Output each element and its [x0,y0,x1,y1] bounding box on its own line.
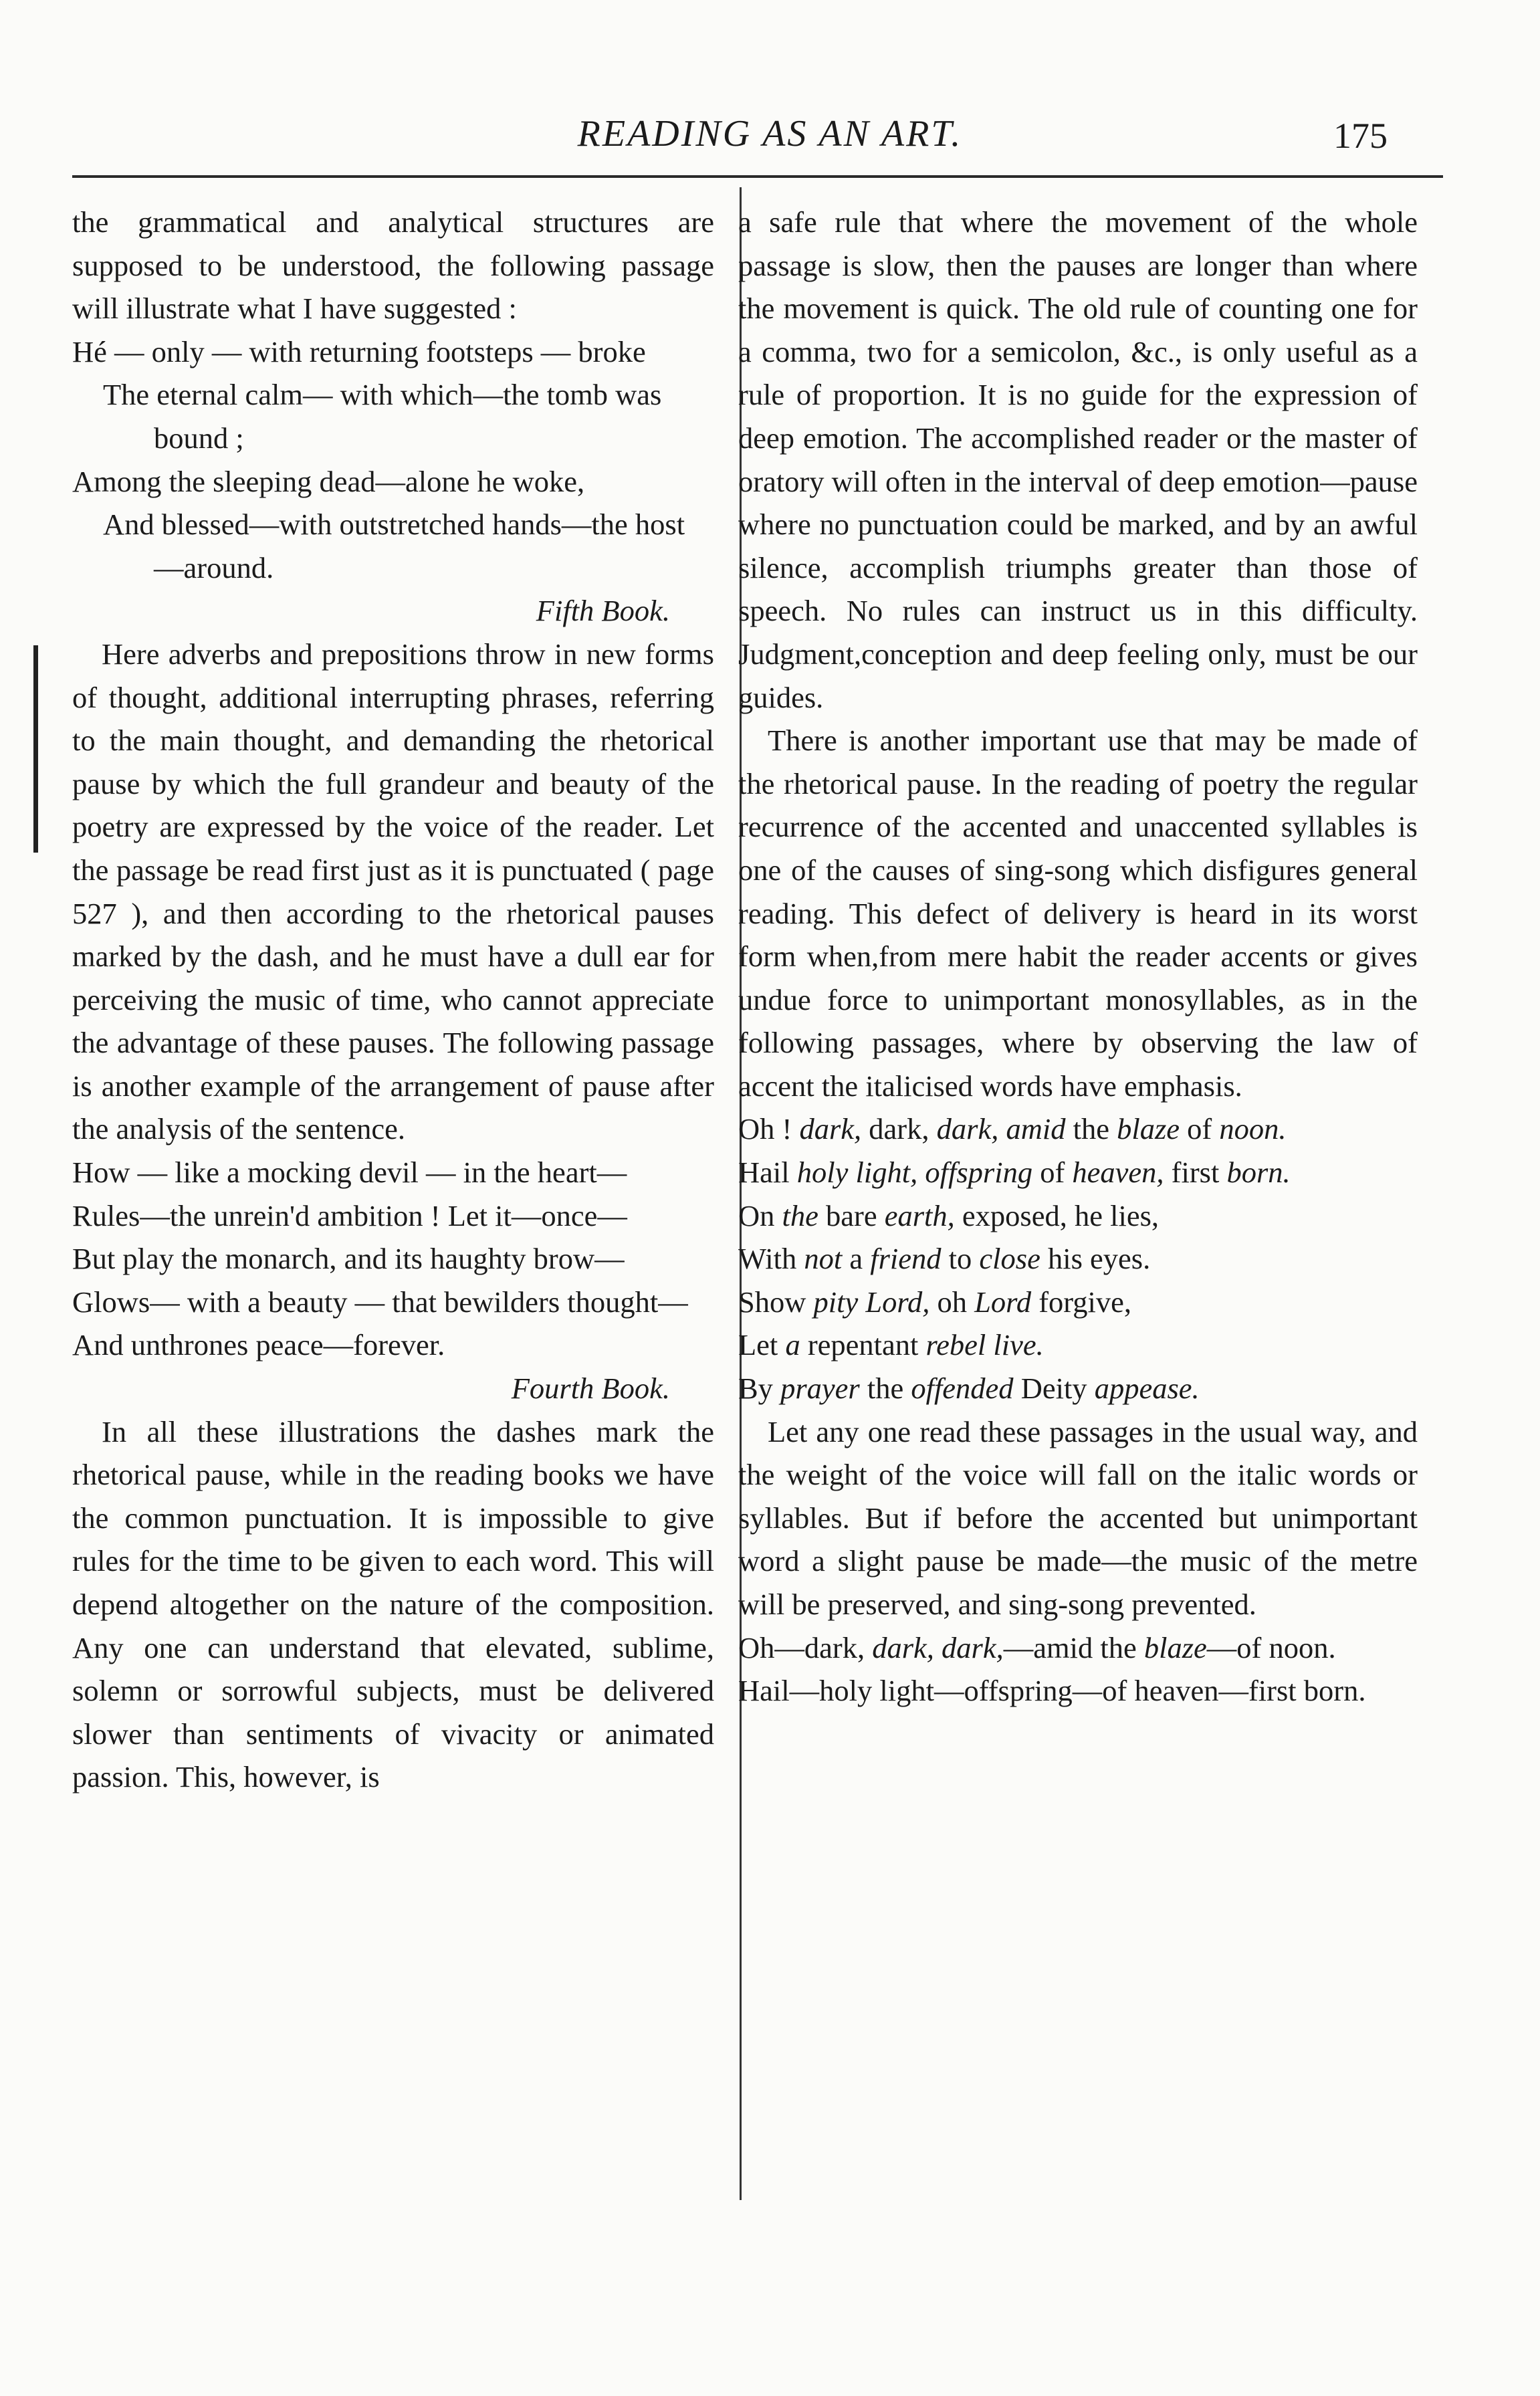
italic-span: offspring [925,1156,1033,1190]
verse-line: How — like a mocking devil — in the heart— [72,1156,627,1190]
italic-span: blaze [1117,1112,1180,1146]
text-span: oh [929,1285,975,1319]
text-span: his eyes. [1040,1242,1151,1276]
text-span: a [842,1242,871,1276]
verse-line: Glows— with a beauty — that bewilders thought— [72,1285,688,1319]
text-span: of [1180,1112,1220,1146]
text-span: forgive, [1031,1285,1132,1319]
text-span: exposed, he lies, [954,1198,1160,1232]
paragraph: a safe rule that where the movement of the whole passage is slow, then the pauses are longer than where the movement is quick. The old rule of counting one for a comma, two for a semicolon, &c., is only useful as a rule of proportion. It is no guide for the expression of deep emotion. The accomplished reader or the master of oratory will often in the interval of deep emotion—pause where no punctuation could be marked, and by an awful silence, accomplish triumphs greater than those of speech. No rules can instruct us in this difficulty. Judgment,conception and deep feeling only, must be our guides. [738,205,1418,714]
text-span [917,1156,925,1189]
paragraph: In all these illustrations the dashes mark the rhetorical pause, while in the reading books we have the common punctuation. It is impossible to give rules for the time to be given to each word. This will depend altogether on the nature of the composition. Any one can understand that elevated, sublime, solemn or sorrowful subjects, must be delivered slower than sentiments of vivacity or animated passion. This, however, is [72,1414,714,1794]
italic-span: dark, [936,1112,999,1146]
verse-line: But play the monarch, and its haughty brow— [72,1242,625,1276]
italic-span: holy light, [796,1156,918,1190]
text-span: Oh—dark, [738,1630,873,1664]
italic-span: earth, [884,1198,955,1232]
verse-line [738,1281,1418,1324]
verse-line: And unthrones peace—forever. [72,1328,445,1362]
italic-span: not [804,1242,843,1276]
italic-span: amid [1006,1112,1066,1146]
italic-span: pity Lord, [813,1285,930,1319]
attribution: Fourth Book. [511,1372,670,1406]
verse-quote-1 [72,330,714,590]
emphasis-verse [738,1107,1418,1410]
text-span: bare [818,1198,885,1232]
right-column [738,201,1418,1713]
italic-span: the [782,1198,818,1232]
text-span: dark, [861,1112,937,1146]
italic-span: noon. [1219,1112,1287,1146]
text-span: Show [738,1285,814,1319]
italic-span: born. [1226,1156,1291,1190]
text-span: —amid the [1003,1630,1144,1664]
running-title: READING AS AN ART. [577,113,963,154]
verse-line: The eternal calm— with which—the tomb was bound ; [103,378,662,455]
italic-span: rebel live. [925,1328,1044,1362]
verse-line [738,1107,1418,1151]
paragraph: Here adverbs and prepositions throw in new forms of thought, additional interrupting phrases, referring to the main thought, and demanding the rhetorical pause by which the full grandeur and beauty of the poetry are expressed by the voice of the reader. Let the passage be read first just as it is punctuated ( page 527 ), and then according to the rhetorical pauses marked by the dash, and he must have a dull ear for perceiving the music of time, who cannot appreciate the advantage of these pauses. The following passage is another example of the arrangement of pause after the analysis of the sentence. [72,637,714,1146]
verse-line: Among the sleeping dead—alone he woke, [72,464,585,498]
italic-span: prayer [780,1372,860,1406]
left-column [72,201,714,1799]
italic-span: blaze [1143,1630,1207,1664]
text-span: Hail [738,1156,797,1190]
text-span: the [859,1372,911,1406]
text-span: the [1065,1112,1117,1146]
attribution: Fifth Book. [536,594,670,628]
text-span: of [1032,1156,1073,1190]
text-span [998,1112,1006,1146]
text-span: —of noon. [1206,1630,1336,1664]
text-span: Oh ! [738,1112,800,1146]
text-span: On [738,1198,782,1232]
verse-line [738,1151,1418,1194]
verse-line [738,1194,1418,1238]
text-span: Hail—holy light—offspring—of heaven—first born. [738,1674,1366,1708]
header-rule [72,175,1443,178]
text-span: first [1164,1156,1227,1190]
text-span: Let [738,1328,786,1362]
text-span: With [738,1242,804,1276]
margin-mark [33,645,38,853]
italic-span: a [785,1328,800,1362]
italic-span: offended [911,1372,1014,1406]
text-span: to [941,1242,980,1276]
italic-span: close [979,1242,1040,1276]
verse-line [738,1237,1418,1281]
text-span: repentant [800,1328,926,1362]
italic-span: appease. [1094,1372,1200,1406]
page-header [0,100,1540,160]
verse-line: And blessed—with outstretched hands—the host—around. [103,508,685,584]
text-span: Deity [1013,1372,1095,1406]
paragraph: There is another important use that may be made of the rhetorical pause. In the reading of poetry the regular recurrence of the accented and unaccented syllables is one of the causes of sing-song which disfigures general reading. This defect of delivery is heard in its worst form when,from mere habit the reader accents or gives undue force to unimportant monosyllables, as in the following passages, where by observing the law of accent the italicised words have emphasis. [738,724,1418,1103]
verse-quote-2 [72,1151,714,1367]
text-span: By [738,1372,781,1406]
italic-span: friend [870,1242,942,1276]
verse-line [738,1669,1418,1713]
paragraph: the grammatical and analytical structures are supposed to be understood, the following passage will illustrate what I have suggested : [72,205,714,326]
italic-span: dark, [799,1112,862,1146]
italic-span: dark, dark, [872,1630,1004,1664]
verse-line [738,1323,1418,1367]
pause-verse [738,1626,1418,1713]
verse-line [738,1367,1418,1410]
verse-line: Hé — only — with returning footsteps — broke [72,334,646,368]
italic-span: Lord [974,1285,1032,1319]
page-number: 175 [1333,116,1388,156]
verse-line: Rules—the unrein'd ambition ! Let it—once— [72,1198,627,1232]
italic-span: heaven, [1072,1156,1164,1190]
paragraph: Let any one read these passages in the usual way, and the weight of the voice will fall on the italic words or syllables. But if before the accented but unimportant word a slight pause be made—the music of the metre will be preserved, and sing-song prevented. [738,1414,1418,1621]
verse-line [738,1626,1418,1670]
